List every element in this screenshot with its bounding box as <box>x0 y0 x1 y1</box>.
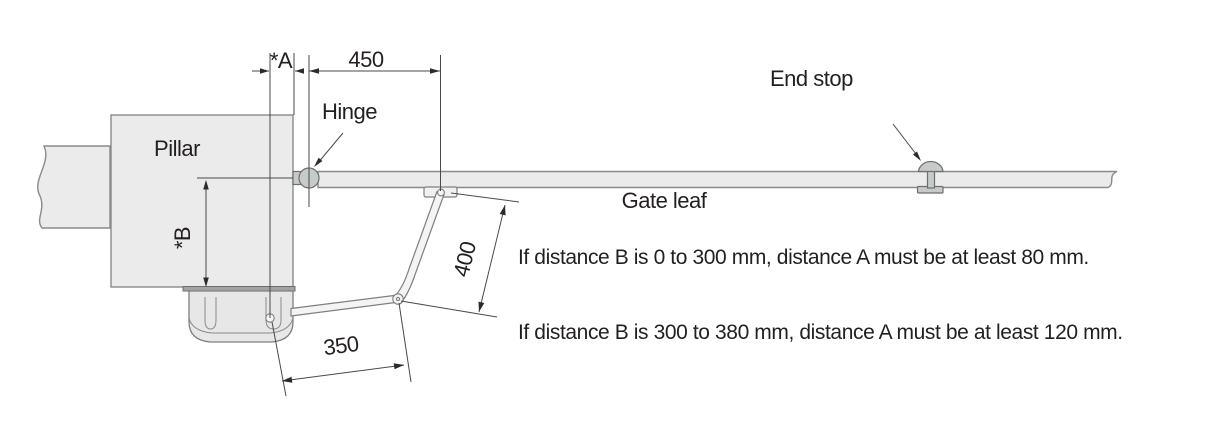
ext-line-350-right <box>399 303 411 382</box>
arm-upper <box>394 192 444 304</box>
arm-lower <box>291 296 396 317</box>
hinge-leader-line <box>317 133 343 164</box>
dim-line-350 <box>282 365 404 381</box>
end-stop-stem <box>928 170 935 188</box>
pillar-label: Pillar <box>154 136 200 161</box>
dim-b-label: *B <box>170 226 195 250</box>
end-stop-leader-arrow <box>913 152 921 162</box>
pillar <box>111 115 293 287</box>
motor-mount-plate <box>183 287 295 292</box>
gate-leaf-label: Gate leaf <box>621 188 707 213</box>
arrow-a-left <box>260 68 269 74</box>
arm-elbow-pin <box>396 297 399 300</box>
arrow-350-right <box>394 363 404 369</box>
dim-a-label: *A <box>269 48 293 73</box>
arrow-450-left <box>309 68 319 74</box>
hinge-label: Hinge <box>322 99 377 124</box>
dim-350-label: 350 <box>321 330 361 361</box>
end-stop-label: End stop <box>770 66 853 91</box>
arrow-400-bottom <box>479 302 485 312</box>
dim-line-400 <box>479 205 505 312</box>
arrow-400-top <box>500 205 506 215</box>
note-distance-rule-2: If distance B is 300 to 380 mm, distance A must be at least 120 mm. <box>518 321 1123 344</box>
gate-leaf <box>318 172 1117 188</box>
wall-stub <box>38 146 110 228</box>
arrow-a-right <box>295 68 304 74</box>
dim-450-label: 450 <box>348 47 384 72</box>
dim-400-label: 400 <box>448 239 482 280</box>
arrow-450-right <box>430 68 440 74</box>
ext-line-400-top <box>451 193 519 202</box>
end-stop-dome <box>919 161 944 171</box>
end-stop-leader-line <box>893 124 916 154</box>
note-distance-rule-1: If distance B is 0 to 300 mm, distance A must be at least 80 mm. <box>518 246 1089 269</box>
